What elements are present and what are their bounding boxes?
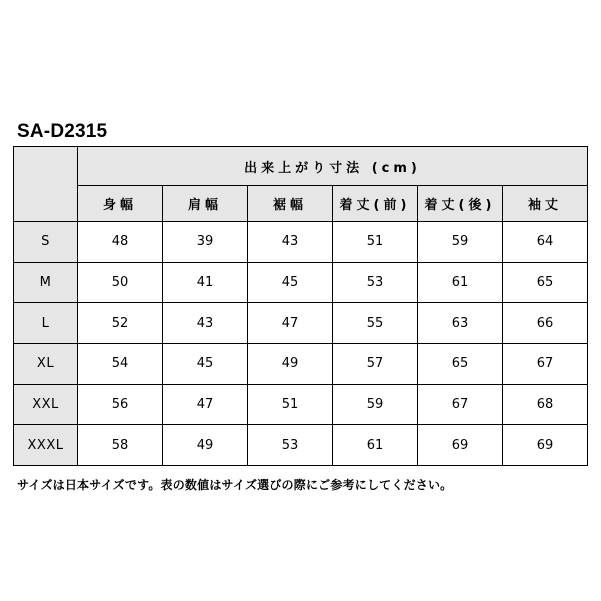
table-cell: 52 [78, 303, 163, 344]
table-row [14, 303, 588, 344]
size-label: M [14, 262, 78, 303]
table-cell: 66 [503, 303, 588, 344]
table-cell: 50 [78, 262, 163, 303]
table-cell: 69 [418, 425, 503, 466]
size-label: S [14, 222, 78, 263]
table-cell: 58 [78, 425, 163, 466]
table-cell: 43 [248, 222, 333, 263]
table-row [14, 262, 588, 303]
size-chart-table [13, 146, 588, 466]
table-cell: 59 [333, 384, 418, 425]
column-header-body-width: 身幅 [78, 186, 163, 222]
product-code-title: SA-D2315 [17, 121, 108, 142]
table-cell: 39 [163, 222, 248, 263]
table-cell: 43 [163, 303, 248, 344]
table-cell: 54 [78, 343, 163, 384]
column-header-shoulder-width: 肩幅 [163, 186, 248, 222]
table-cell: 51 [248, 384, 333, 425]
table-cell: 48 [78, 222, 163, 263]
table-cell: 65 [503, 262, 588, 303]
size-label: XL [14, 343, 78, 384]
table-cell: 45 [163, 343, 248, 384]
table-cell: 49 [248, 343, 333, 384]
table-cell: 67 [418, 384, 503, 425]
table-cell: 47 [248, 303, 333, 344]
table-cell: 64 [503, 222, 588, 263]
table-cell: 61 [333, 425, 418, 466]
table-cell: 68 [503, 384, 588, 425]
table-cell: 53 [333, 262, 418, 303]
size-label: XXXL [14, 425, 78, 466]
table-row [14, 425, 588, 466]
table-cell: 56 [78, 384, 163, 425]
table-row [14, 222, 588, 263]
table-cell: 53 [248, 425, 333, 466]
table-cell: 67 [503, 343, 588, 384]
table-cell: 47 [163, 384, 248, 425]
table-cell: 55 [333, 303, 418, 344]
table-cell: 41 [163, 262, 248, 303]
column-header-hem-width: 裾幅 [248, 186, 333, 222]
table-row [14, 384, 588, 425]
table-cell: 59 [418, 222, 503, 263]
table-cell: 69 [503, 425, 588, 466]
table-cell: 63 [418, 303, 503, 344]
column-header-back-length: 着丈(後) [418, 186, 503, 222]
table-cell: 57 [333, 343, 418, 384]
table-cell: 61 [418, 262, 503, 303]
size-note: サイズは日本サイズです。表の数値はサイズ選びの際にご参考にしてください。 [17, 478, 453, 492]
column-header-front-length: 着丈(前) [333, 186, 418, 222]
table-cell: 49 [163, 425, 248, 466]
table-row [14, 343, 588, 384]
table-cell: 51 [333, 222, 418, 263]
column-header-sleeve-length: 袖丈 [503, 186, 588, 222]
table-group-header-row [14, 147, 588, 186]
table-cell: 65 [418, 343, 503, 384]
finished-dimensions-header: 出来上がり寸法 (cm) [78, 147, 588, 186]
table-column-header-row [14, 186, 588, 222]
size-label: L [14, 303, 78, 344]
size-label: XXL [14, 384, 78, 425]
table-cell: 45 [248, 262, 333, 303]
table-corner-cell [14, 147, 78, 222]
